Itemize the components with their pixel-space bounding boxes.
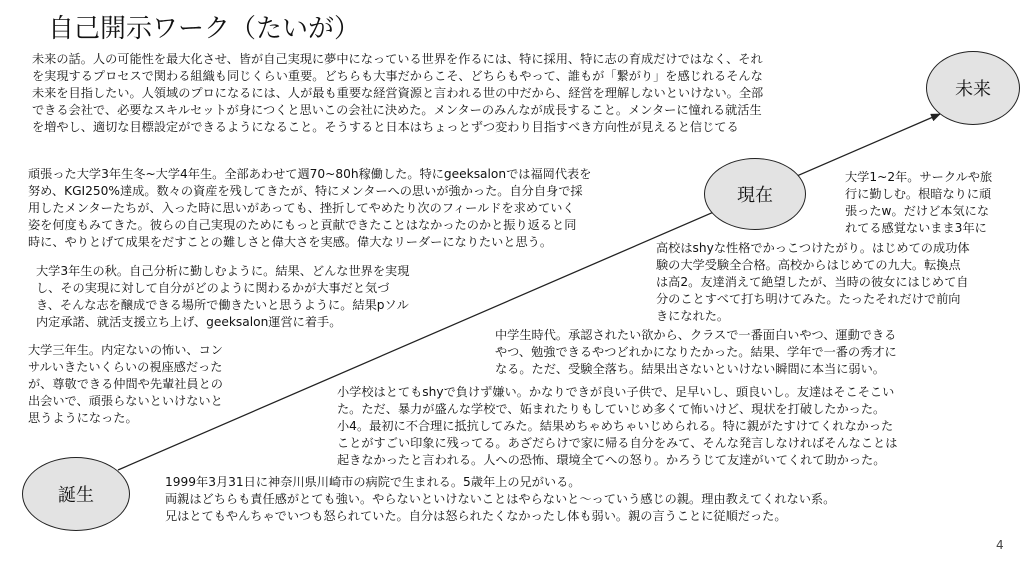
- elementary-school-text: 小学校はとてもshyで負けず嫌い。かなりできが良い子供で、足早いし、頭良いし。友達はそこそこい た。ただ、暴力が盛んな学校で、妬まれたりもしていじめ多くて怖いけど、現状を打破したかった。 小4。最初に不合理に抵抗してみた。結果めちゃめちゃいじめられる。特に親がたすけてくれなかった ことがすごい印象に残ってる。あざだらけで家に帰る自分をみて、そんな発言しなければそんなことは 起きなかったと言われる。人への恐怖、環境全てへの怒り。かろうじて友達がいてくれて助かった。: [337, 385, 898, 467]
- university-3-autumn-text: 大学3年生の秋。自己分析に勤しむように。結果、どんな世界を実現 し、その実現に対して自分がどのように関わるかが大事だと気づ き、そんな志を醸成できる場所で働きたいと思うように。結果pソル 内定承諾、就活支援立ち上げ、geeksalon運営に着手。: [36, 264, 410, 329]
- node-present: 現在: [704, 158, 806, 230]
- page-number: 4: [996, 538, 1004, 552]
- university-1-2-text: 大学1~2年。サークルや旅 行に勤しむ。根暗なりに頑 張ったw。だけど本気にな れてる感覚ないまま3年に: [845, 170, 993, 235]
- node-birth: 誕生: [22, 457, 130, 531]
- university-3-fear-text: 大学三年生。内定ないの怖い、コン サルいきたいくらいの視座感だった が、尊敬できる仲間や先輩社員との 出会いで、頑張らないといけないと 思うようになった。: [28, 343, 223, 425]
- future-text: 未来の話。人の可能性を最大化させ、皆が自己実現に夢中になっている世界を作るには、特に採用、特に志の育成だけではなく、それ を実現するプロセスで関わる組織も同じくらい重要。どちらも大事だからこそ、どちらもやって、誰もが「繋がり」を感じれるそんな 未来を目指したい。人領域のプロになるには、人が最も重要な経営資源と言われる世の中だから、経営を理解しないといけない。全部 できる会社で、必要なスキルセットが身につくと思いこの会社に決めた。メンターのみんなが成長すること。メンターに憧れる就活生 を増やし、適切な目標設定ができるようになること。そうすると日本はちょっとずつ変わり目指すべき方向性が見えると信じてる: [32, 52, 764, 134]
- slide-title: 自己開示ワーク（たいが）: [48, 14, 361, 44]
- middle-school-text: 中学生時代。承認されたい欲から、クラスで一番面白いやつ、運動できる やつ、勉強できるやつどれかになりたかった。結果、学年で一番の秀才に なる。ただ、受験全落ち。結果出さないといけない瞬間に本当に弱い。: [495, 328, 897, 376]
- high-school-text: 高校はshyな性格でかっこつけたがり。はじめての成功体 験の大学受験全合格。高校からはじめての九大。転換点 は高2。友達消えて絶望したが、当時の彼女にはじめて自 分のことすべて打ち明けてみた。たったそれだけで前向 きになれた。: [656, 241, 970, 323]
- node-future: 未来: [926, 51, 1020, 125]
- birth-text: 1999年3月31日に神奈川県川崎市の病院で生まれる。5歳年上の兄がいる。 両親はどちらも責任感がとても強い。やらないといけないことはやらないと〜っていう感じの親。理由教えてくれない系。 兄はとてもやんちゃでいつも怒られていた。自分は怒られたくなかったし体も弱い。親の言うことに従順だった。: [165, 475, 836, 523]
- university-3-4-text: 頑張った大学3年生冬~大学4年生。全部あわせて週70~80h稼働した。特にgeeksalonでは福岡代表を 努め、KGI250%達成。数々の資産を残してきたが、特にメンターへの思いが強かった。自分自身で採 用したメンターたちが、入った時に思いがあっても、挫折してやめたり次のフィールドを求めていく 姿を何度もみてきた。彼らの自己実現のためにもっと貢献できたことはなかったのかと振り返ると同 時に、やりとげて成果をだすことの難しさと偉大さを実感。偉大なリーダーになりたいと思う。: [28, 167, 592, 249]
